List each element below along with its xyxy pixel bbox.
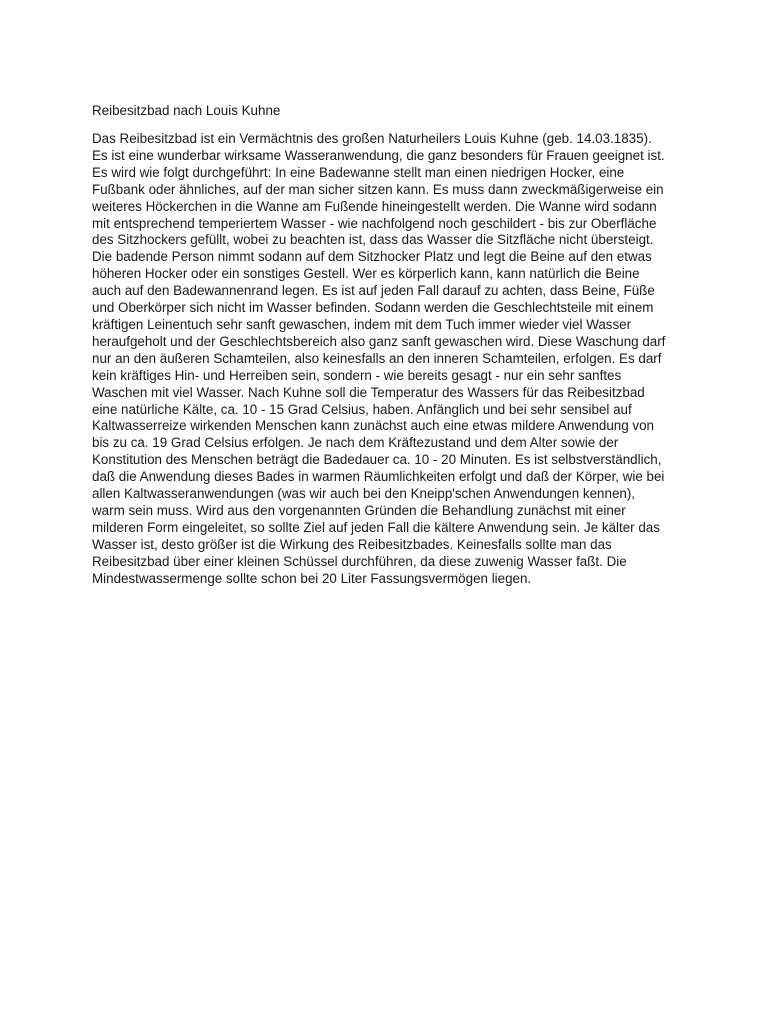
body-line: eine natürliche Kälte, ca. 10 - 15 Grad Celsius, haben. Anfänglich und bei sehr sensibel auf bbox=[92, 401, 632, 417]
body-line: Mindestwassermenge sollte schon bei 20 Liter Fassungsvermögen liegen. bbox=[92, 570, 532, 586]
body-line: Es ist eine wunderbar wirksame Wasseranwendung, die ganz besonders für Frauen geeignet ist. bbox=[92, 147, 665, 163]
body-line: Die badende Person nimmt sodann auf dem Sitzhocker Platz und legt die Beine auf den etwas bbox=[92, 249, 652, 265]
body-line: des Sitzhockers gefüllt, wobei zu beachten ist, dass das Wasser die Sitzfläche nicht übersteigt. bbox=[92, 232, 654, 248]
body-line: höheren Hocker oder ein sonstiges Gestell. Wer es körperlich kann, kann natürlich die Beine bbox=[92, 266, 640, 282]
document-title: Reibesitzbad nach Louis Kuhne bbox=[92, 103, 281, 118]
body-line: auch auf den Badewannenrand legen. Es ist auf jeden Fall darauf zu achten, dass Beine, Füße bbox=[92, 283, 655, 299]
body-line: heraufgeholt und der Geschlechtsbereich also ganz sanft gewaschen wird. Diese Waschung darf bbox=[92, 333, 666, 349]
body-line: warm sein muss. Wird aus den vorgenannten Gründen die Behandlung zunächst mit einer bbox=[92, 502, 626, 518]
body-line: Fußbank oder ähnliches, auf der man sicher sitzen kann. Es muss dann zweckmäßigerweise ein bbox=[92, 181, 664, 197]
body-line: allen Kaltwasseranwendungen (was wir auch bei den Kneipp'schen Anwendungen kennen), bbox=[92, 486, 636, 502]
body-line: Waschen mit viel Wasser. Nach Kuhne soll die Temperatur des Wassers für das Reibesitzbad bbox=[92, 384, 645, 400]
body-line: kräftigen Leinentuch sehr sanft gewaschen, indem mit dem Tuch immer wieder viel Wasser bbox=[92, 316, 632, 332]
body-line: bis zu ca. 19 Grad Celsius erfolgen. Je nach dem Kräftezustand und dem Alter sowie der bbox=[92, 435, 619, 451]
body-line: mit entsprechend temperiertem Wasser - wie nachfolgend noch geschildert - bis zur Oberfläche bbox=[92, 215, 657, 231]
body-line: Es wird wie folgt durchgeführt: In eine Badewanne stellt man einen niedrigen Hocker, eine bbox=[92, 164, 625, 180]
body-line: Reibesitzbad über einer kleinen Schüssel durchführen, da diese zuwenig Wasser faßt. Die bbox=[92, 553, 627, 569]
body-line: Wasser ist, desto größer ist die Wirkung des Reibesitzbades. Keinesfalls sollte man das bbox=[92, 536, 612, 552]
body-line: Kaltwasserreize wirkenden Menschen kann zunächst auch eine etwas mildere Anwendung von bbox=[92, 418, 654, 434]
body-line: weiteres Höckerchen in die Wanne am Fußende hineingestellt werden. Die Wanne wird sodann bbox=[92, 198, 657, 214]
document-body bbox=[92, 131, 692, 587]
body-line: und Oberkörper sich nicht im Wasser befinden. Sodann werden die Geschlechtsteile mit einem bbox=[92, 300, 654, 316]
body-line: Das Reibesitzbad ist ein Vermächtnis des großen Naturheilers Louis Kuhne (geb. 14.03.1835). bbox=[92, 131, 652, 146]
body-line: daß die Anwendung dieses Bades in warmen Räumlichkeiten erfolgt und daß der Körper, wie bei bbox=[92, 469, 665, 485]
body-line: Konstitution des Menschen beträgt die Badedauer ca. 10 - 20 Minuten. Es ist selbstverständlich, bbox=[92, 452, 662, 468]
body-line: kein kräftiges Hin- und Herreiben sein, sondern - wie bereits gesagt - nur ein sehr sanftes bbox=[92, 367, 622, 383]
body-line: nur an den äußeren Schamteilen, also keinesfalls an den inneren Schamteilen, erfolgen. Es darf bbox=[92, 350, 662, 366]
body-line: milderen Form eingeleitet, so sollte Ziel auf jeden Fall die kältere Anwendung sein. Je kälter das bbox=[92, 519, 660, 535]
